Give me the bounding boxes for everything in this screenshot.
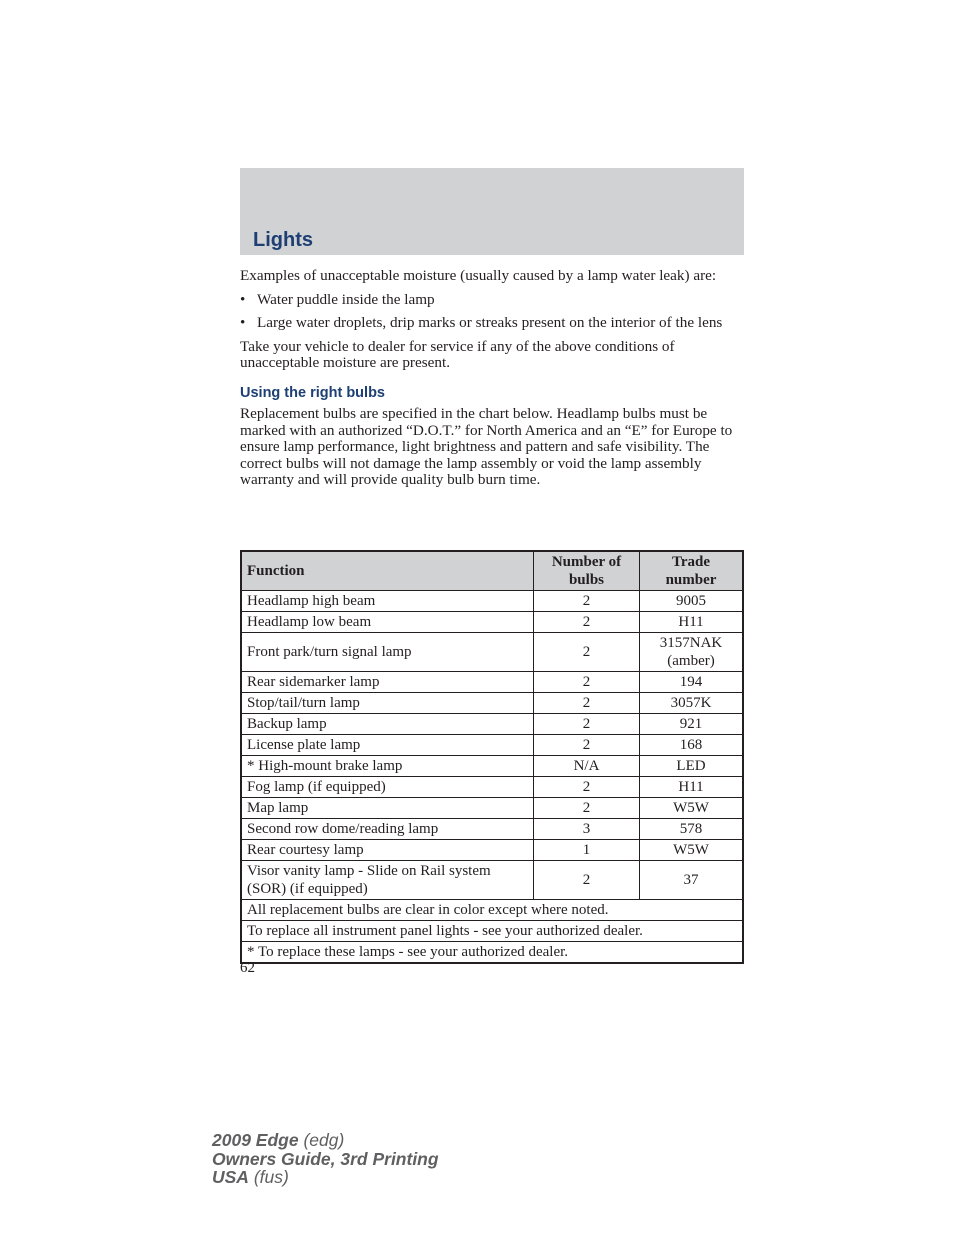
cell-trade: 3057K: [640, 693, 744, 714]
table-row: [241, 672, 743, 693]
section-header-band: [240, 168, 744, 255]
table-row: [241, 840, 743, 861]
cell-number: 3: [534, 819, 640, 840]
footer-market-code: (fus): [253, 1167, 289, 1187]
cell-number: 2: [534, 861, 640, 900]
page-number: 62: [240, 960, 255, 976]
bullet-item: [240, 292, 744, 309]
table-row: [241, 798, 743, 819]
table-note-row: [241, 942, 743, 964]
cell-number: 2: [534, 735, 640, 756]
cell-function: Backup lamp: [241, 714, 534, 735]
cell-number: 2: [534, 633, 640, 672]
table-note: * To replace these lamps - see your authorized dealer.: [241, 942, 743, 964]
cell-trade: 3157NAK (amber): [640, 633, 744, 672]
cell-trade: LED: [640, 756, 744, 777]
bullet-text: Water puddle inside the lamp: [257, 290, 435, 308]
cell-trade: W5W: [640, 798, 744, 819]
table-note-row: [241, 900, 743, 921]
cell-trade: H11: [640, 777, 744, 798]
subsection-heading: Using the right bulbs: [240, 384, 385, 401]
footer-model-code: (edg): [303, 1130, 345, 1150]
page-content: [240, 268, 744, 489]
table-row: [241, 633, 743, 672]
cell-trade: 9005: [640, 591, 744, 612]
cell-trade: 168: [640, 735, 744, 756]
table-row: [241, 756, 743, 777]
footer-line-guide: [212, 1150, 439, 1169]
cell-function: Headlamp high beam: [241, 591, 534, 612]
cell-number: 2: [534, 612, 640, 633]
cell-number: 1: [534, 840, 640, 861]
cell-number: 2: [534, 777, 640, 798]
footer-guide: Owners Guide, 3rd Printing: [212, 1148, 439, 1169]
cell-number: N/A: [534, 756, 640, 777]
table-note: All replacement bulbs are clear in color except where noted.: [241, 900, 743, 921]
intro-paragraph: Examples of unacceptable moisture (usually caused by a lamp water leak) are:: [240, 267, 717, 284]
cell-trade: 578: [640, 819, 744, 840]
bulbs-paragraph: Replacement bulbs are specified in the chart below. Headlamp bulbs must be marked with an authorized “D.O.T.” for North America and an “E” for Europe to ensure lamp performance, light brightness and pattern and safe visibility. The correct bulbs will not damage the lamp assembly or void the lamp assembly warranty and will provide quality bulb burn time.: [240, 405, 733, 488]
table-row: [241, 591, 743, 612]
document-footer: [212, 1131, 439, 1187]
cell-number: 2: [534, 798, 640, 819]
cell-function: Headlamp low beam: [241, 612, 534, 633]
cell-function: Stop/tail/turn lamp: [241, 693, 534, 714]
cell-trade: 921: [640, 714, 744, 735]
table-row: [241, 714, 743, 735]
footer-line-model: [212, 1131, 439, 1150]
cell-trade: 194: [640, 672, 744, 693]
bulb-specification-table: [240, 550, 744, 964]
moisture-bullet-list: [240, 292, 744, 332]
table-row: [241, 735, 743, 756]
column-header-trade: Trade number: [640, 551, 744, 591]
footer-line-market: [212, 1168, 439, 1187]
table-row: [241, 819, 743, 840]
table-row: [241, 693, 743, 714]
cell-function: * High-mount brake lamp: [241, 756, 534, 777]
cell-function: Second row dome/reading lamp: [241, 819, 534, 840]
table-note-row: [241, 921, 743, 942]
footer-model: 2009 Edge: [212, 1130, 299, 1150]
table-row: [241, 861, 743, 900]
bullet-dot-icon: •: [240, 314, 246, 331]
bullet-item: [240, 315, 744, 332]
cell-number: 2: [534, 714, 640, 735]
cell-function: Visor vanity lamp - Slide on Rail system (SOR) (if equipped): [241, 861, 534, 900]
cell-function: Rear courtesy lamp: [241, 840, 534, 861]
cell-number: 2: [534, 591, 640, 612]
cell-function: Fog lamp (if equipped): [241, 777, 534, 798]
column-header-function: Function: [241, 551, 534, 591]
table-row: [241, 777, 743, 798]
cell-function: Front park/turn signal lamp: [241, 633, 534, 672]
bullet-text: Large water droplets, drip marks or streaks present on the interior of the lens: [257, 314, 723, 331]
cell-number: 2: [534, 693, 640, 714]
closing-paragraph: Take your vehicle to dealer for service if any of the above conditions of unacceptable moisture are present.: [240, 337, 675, 371]
cell-trade: H11: [640, 612, 744, 633]
table-header-row: [241, 551, 743, 591]
table-note: To replace all instrument panel lights - see your authorized dealer.: [241, 921, 743, 942]
cell-number: 2: [534, 672, 640, 693]
cell-function: License plate lamp: [241, 735, 534, 756]
bullet-dot-icon: •: [240, 290, 246, 308]
cell-trade: 37: [640, 861, 744, 900]
cell-function: Rear sidemarker lamp: [241, 672, 534, 693]
column-header-number: Number of bulbs: [534, 551, 640, 591]
cell-function: Map lamp: [241, 798, 534, 819]
section-title: Lights: [253, 229, 313, 251]
footer-market: USA: [212, 1167, 249, 1187]
cell-trade: W5W: [640, 840, 744, 861]
table-row: [241, 612, 743, 633]
